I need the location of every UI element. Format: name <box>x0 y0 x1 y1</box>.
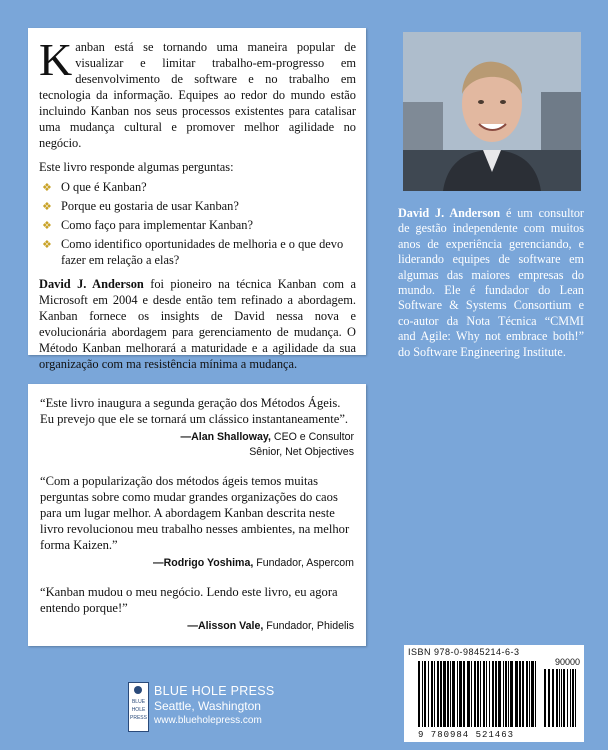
questions-list <box>39 179 356 268</box>
quotes-panel <box>28 384 366 646</box>
quote-attribution: —Alan Shalloway, CEO e Consultor Sênior, Net Objectives <box>180 431 354 458</box>
intro-lead-text: anban está se tornando uma maneira popular de visualizar e limitar trabalho-em-progresso em desenvolvimento de software e no trabalho em tecnologia da informação. Equipes ao redor do mundo estão incluindo Kanban nos seus processos existentes para catalisar uma mudança cultural e promover melhor agilidade no negócio. <box>39 40 356 150</box>
quote-1 <box>28 384 366 460</box>
author-portrait-icon <box>403 32 581 191</box>
barcode-number: 9 780984 521463 <box>418 730 515 740</box>
list-item: ❖ O que é Kanban? <box>42 180 147 194</box>
price-code: 90000 <box>554 657 580 667</box>
intro-panel <box>28 28 366 371</box>
drop-cap: K <box>39 34 73 85</box>
isbn-text: ISBN 978-0-9845214-6-3 <box>408 647 520 657</box>
list-item: ❖ Como faço para implementar Kanban? <box>42 218 253 232</box>
quote-attribution: —Alisson Vale, Fundador, Phidelis <box>187 620 354 632</box>
isbn-barcode <box>404 645 584 742</box>
list-item: ❖ Como identifico oportunidades de melhoria e o que devo fazer em relação a elas? <box>42 237 344 267</box>
quote-text: “Este livro inaugura a segunda geração dos Métodos Ágeis. Eu prevejo que ele se tornará um clássico instantaneamente”. <box>40 396 349 426</box>
list-item: ❖ Porque eu gostaria de usar Kanban? <box>42 199 239 213</box>
publisher-url: www.blueholepress.com <box>154 715 262 726</box>
barcode-bars-icon <box>404 645 584 742</box>
intro-paragraph <box>39 34 356 151</box>
quote-3 <box>28 571 366 634</box>
publisher-city: Seattle, Washington <box>154 699 261 713</box>
diamond-bullet-icon: ❖ <box>42 220 52 232</box>
quote-text: “Com a popularização dos métodos ágeis temos muitas perguntas sobre como mudar grandes organizações do caos para um lugar melhor. A abordagem Kanban descrita neste livro revolucionou meu trabalho nesses ambientes, na melhor forma Kaizen.” <box>40 474 350 552</box>
author-name: David J. Anderson <box>39 277 144 291</box>
diamond-bullet-icon: ❖ <box>42 239 52 251</box>
diamond-bullet-icon: ❖ <box>42 201 52 213</box>
publisher-logo-icon: BLUE HOLE PRESS <box>128 682 149 732</box>
questions-title: Este livro responde algumas perguntas: <box>39 160 234 174</box>
quote-2 <box>28 460 366 571</box>
author-photo <box>403 32 581 191</box>
publisher-name: BLUE HOLE PRESS <box>154 684 275 698</box>
quote-text: “Kanban mudou o meu negócio. Lendo este livro, eu agora entendo porque!” <box>40 585 338 615</box>
author-paragraph: David J. Anderson foi pioneiro na técnica Kanban com a Microsoft em 2004 e desde então tem refinado a abordagem. Kanban fornece os insights de David nessa nova e evolucionária abordagem para gerenciamento de mudança. O Método Kanban melhorará a maturidade e a agilidade da sua organização com ma resistência mínima a mudança. <box>39 277 356 371</box>
bio-author-name: David J. Anderson <box>398 206 501 220</box>
diamond-bullet-icon: ❖ <box>42 182 52 194</box>
author-bio: David J. Anderson é um consultor de gestão independente com muitos anos de experiência gerenciando, e liderando equipes de software em algumas das maiores empresas do mundo. Ele é fundador do Lean Software & Systems Consortium e co-autor da Nota Técnica “CMMI and Agile: Why not embrace both!” do Software Engineering Institute. <box>398 206 584 359</box>
quote-attribution: —Rodrigo Yoshima, Fundador, Aspercom <box>153 557 354 569</box>
